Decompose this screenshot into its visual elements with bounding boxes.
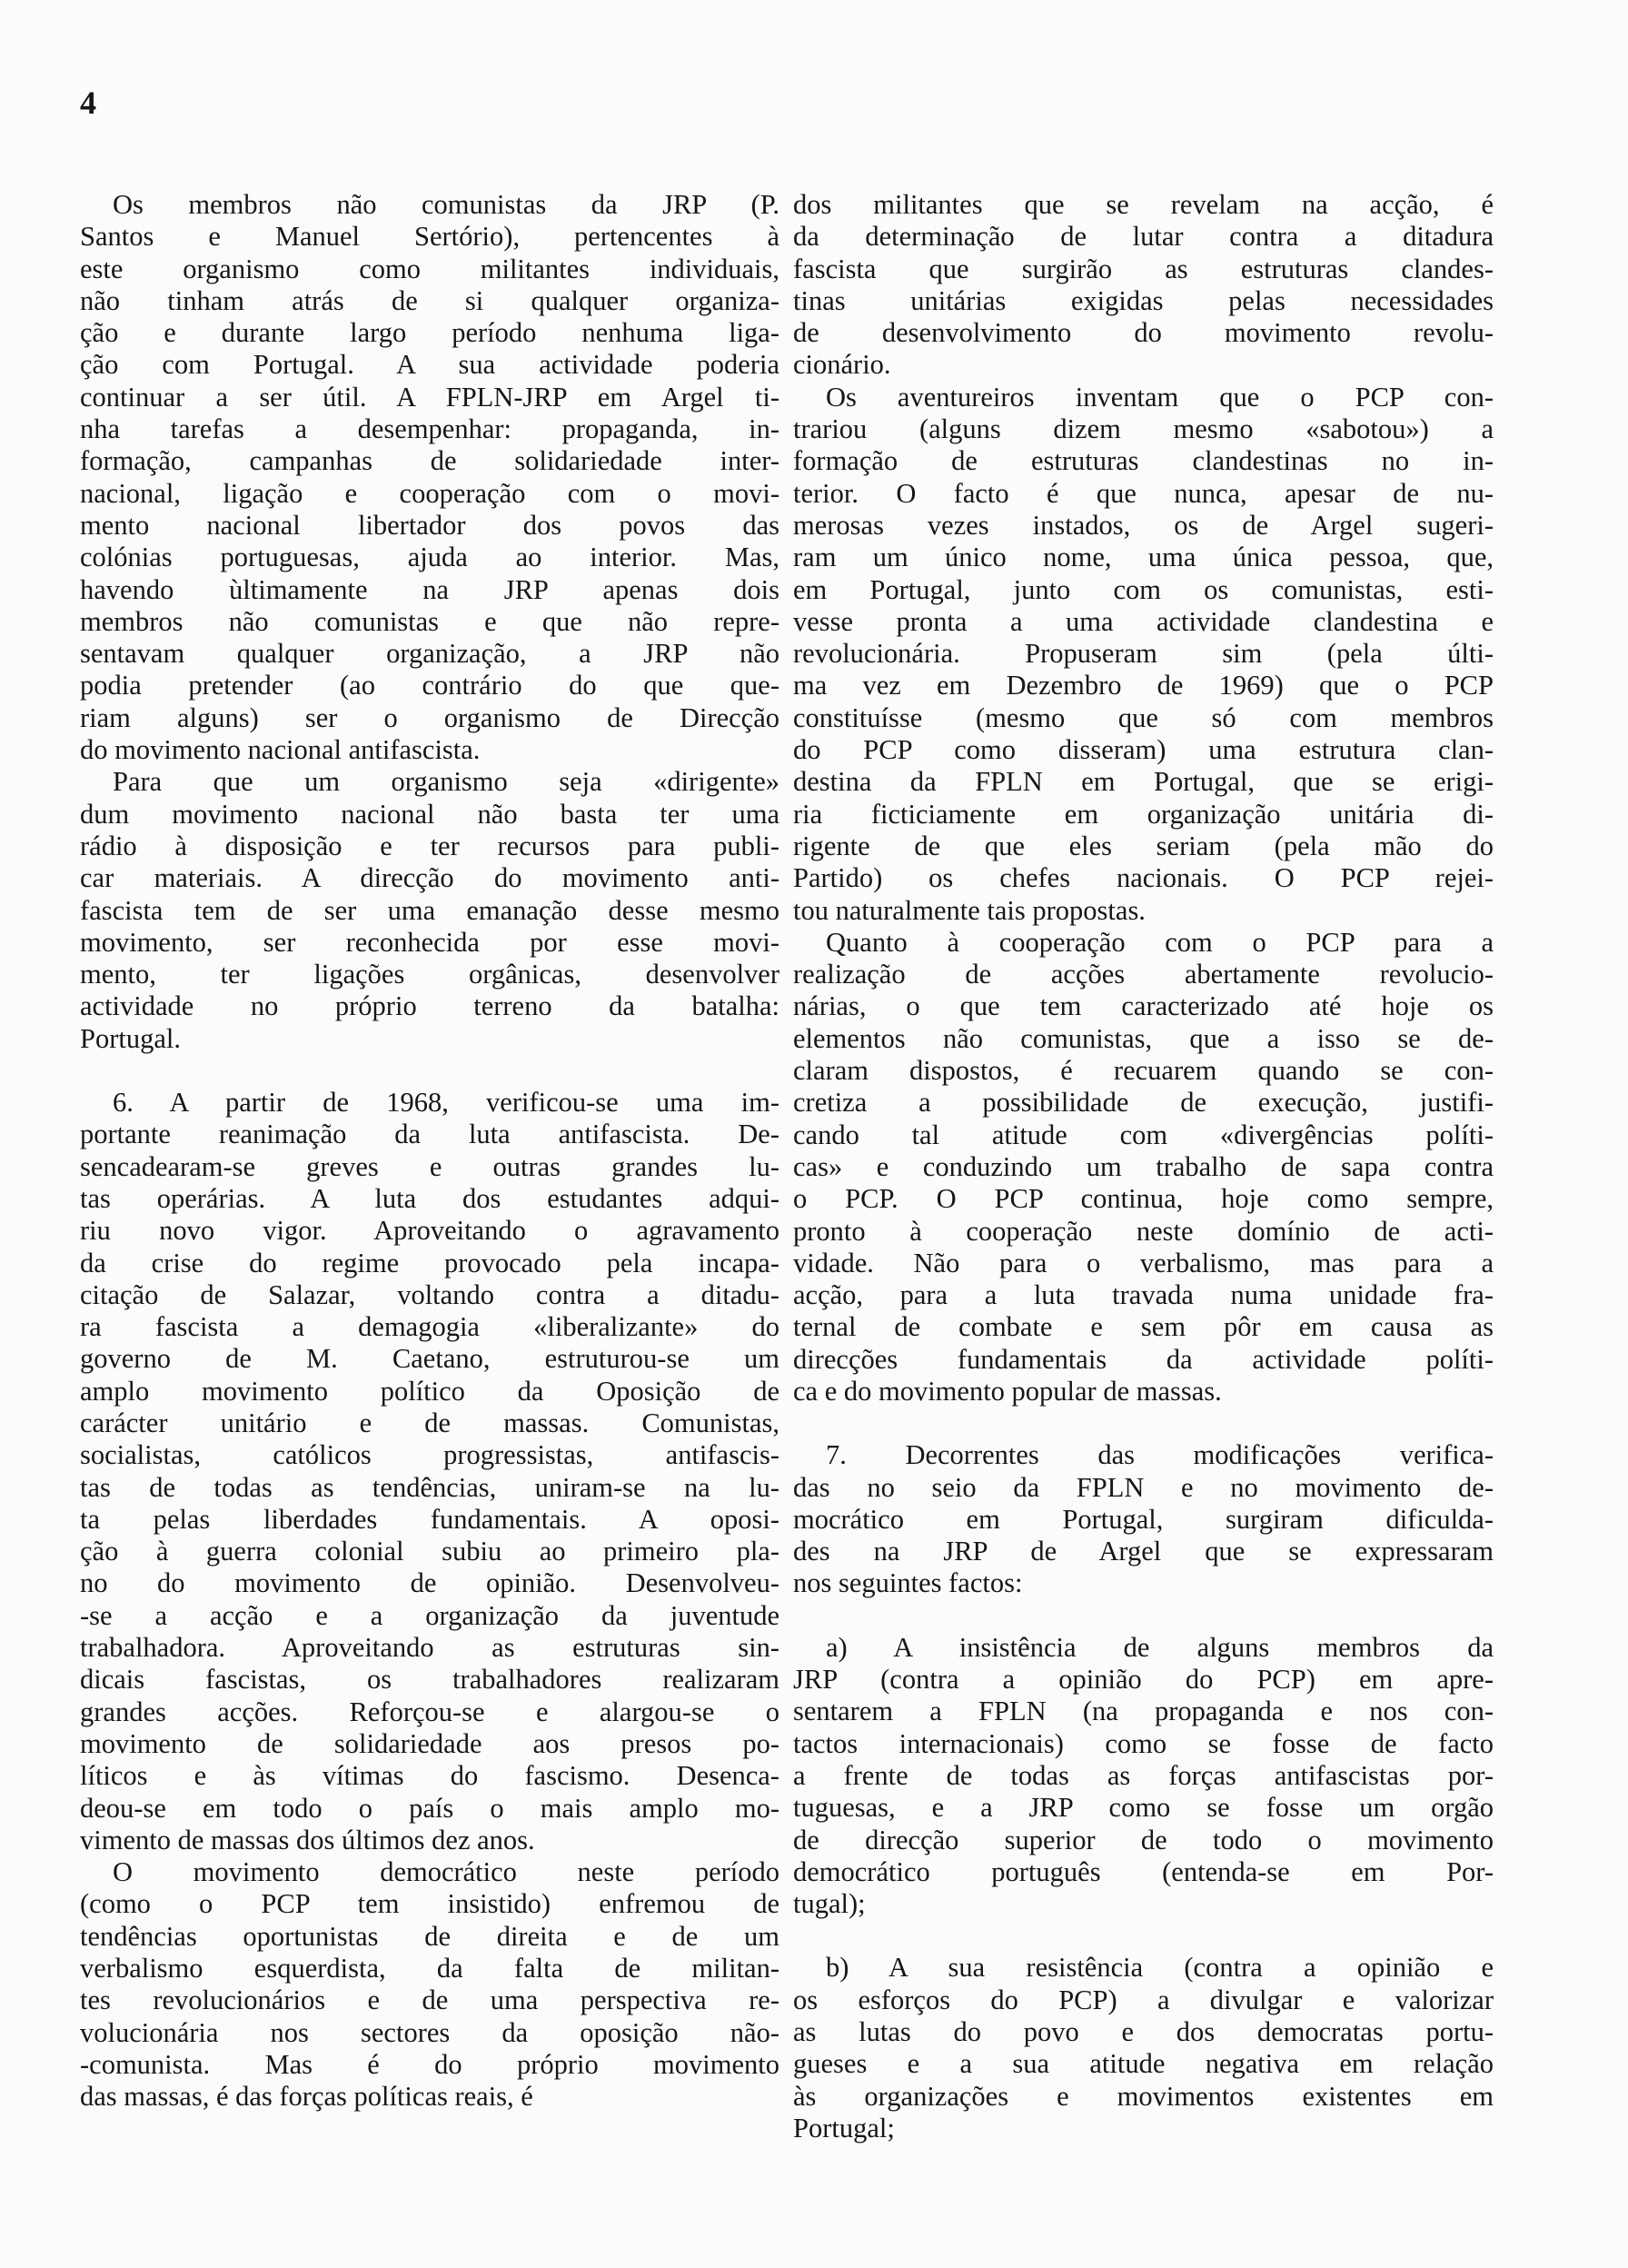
text-line: membros não comunistas e que não repre- xyxy=(80,605,779,637)
text-line: pronto à cooperação neste domínio de acti- xyxy=(793,1215,1494,1247)
text-line: movimento, ser reconhecida por esse movi- xyxy=(80,926,779,958)
text-line: citação de Salazar, voltando contra a ditadu- xyxy=(80,1278,779,1310)
text-line: de direcção superior de todo o movimento xyxy=(793,1824,1494,1855)
text-line: os esforços do PCP) a divulgar e valorizar xyxy=(793,1984,1494,2015)
text-line: claram dispostos, é recuarem quando se con- xyxy=(793,1055,1494,1087)
text-line: líticos e às vítimas do fascismo. Desenca- xyxy=(80,1760,779,1792)
text-line: trabalhadora. Aproveitando as estruturas sin- xyxy=(80,1632,779,1664)
text-line: gueses e a sua atitude negativa em relação xyxy=(793,2048,1494,2080)
page-number: 4 xyxy=(80,85,96,121)
paragraph xyxy=(80,189,779,766)
text-line: da crise do regime provocado pela incapa- xyxy=(80,1247,779,1278)
text-line: constituísse (mesmo que só com membros xyxy=(793,701,1494,733)
text-line: o PCP. O PCP continua, hoje como sempre, xyxy=(793,1183,1494,1215)
text-line: movimento de solidariedade aos presos po- xyxy=(80,1727,779,1759)
text-line: democrático português (entenda-se em Por- xyxy=(793,1855,1494,1887)
text-line: b) A sua resistência (contra a opinião e xyxy=(826,1952,1494,1984)
text-line: do movimento nacional antifascista. xyxy=(80,734,481,766)
text-line: grandes acções. Reforçou-se e alargou-se o xyxy=(80,1696,779,1727)
text-line: do PCP como disseram) uma estrutura clan- xyxy=(793,734,1494,766)
text-line: cas» e conduzindo um trabalho de sapa contra xyxy=(793,1150,1494,1182)
text-line: a frente de todas as forças antifascistas por- xyxy=(793,1759,1494,1791)
text-line: carácter unitário e de massas. Comunistas, xyxy=(80,1407,779,1438)
left-column xyxy=(80,189,779,2114)
text-line: ra fascista a demagogia «liberalizante» do xyxy=(80,1311,779,1343)
text-line: fascista que surgirão as estruturas clandes- xyxy=(793,253,1494,284)
text-line: rádio à disposição e ter recursos para publi- xyxy=(80,830,779,861)
text-line: (como o PCP tem insistido) enfremou de xyxy=(80,1888,779,1920)
text-line: tas de todas as tendências, uniram-se na lu- xyxy=(80,1471,779,1503)
text-line: fascista tem de ser uma emanação desse mesmo xyxy=(80,894,779,926)
text-line: podia pretender (ao contrário do que que- xyxy=(80,670,779,701)
text-line: cando tal atitude com «divergências políti- xyxy=(793,1119,1494,1150)
text-line: revolucionária. Propuseram sim (pela últi- xyxy=(793,638,1494,670)
text-line: sentarem a FPLN (na propaganda e nos con- xyxy=(793,1696,1494,1727)
text-line: ternal de combate e sem pôr em causa as xyxy=(793,1311,1494,1343)
text-line: realização de acções abertamente revolucio- xyxy=(793,959,1494,990)
text-line: Portugal. xyxy=(80,1022,181,1054)
text-line: Quanto à cooperação com o PCP para a xyxy=(826,926,1494,958)
text-line: trariou (alguns dizem mesmo «sabotou») a xyxy=(793,413,1494,445)
text-line: das no seio da FPLN e no movimento de- xyxy=(793,1471,1494,1503)
text-line: Para que um organismo seja «dirigente» xyxy=(113,766,779,798)
text-line: cretiza a possibilidade de execução, justifi- xyxy=(793,1087,1494,1119)
text-line: ria ficticiamente em organização unitária di- xyxy=(793,798,1494,830)
right-column xyxy=(793,189,1494,2144)
text-line: dos militantes que se revelam na acção, é xyxy=(793,189,1494,220)
text-line: socialistas, católicos progressistas, antifascis- xyxy=(80,1439,779,1471)
text-line: terior. O facto é que nunca, apesar de nu- xyxy=(793,477,1494,509)
text-line: actividade no próprio terreno da batalha: xyxy=(80,990,779,1022)
paragraph xyxy=(793,1632,1494,1921)
text-line: acção, para a luta travada numa unidade fra- xyxy=(793,1279,1494,1311)
text-line: nos seguintes factos: xyxy=(793,1567,1023,1599)
text-line: 7. Decorrentes das modificações verifica- xyxy=(826,1439,1494,1471)
text-line: nacional, ligação e cooperação com o movi- xyxy=(80,477,779,509)
text-line: formação de estruturas clandestinas no in- xyxy=(793,445,1494,477)
text-line: volucionária nos sectores da oposição não- xyxy=(80,2016,779,2048)
text-line: continuar a ser útil. A FPLN-JRP em Argel ti- xyxy=(80,381,779,413)
text-line: JRP (contra a opinião do PCP) em apre- xyxy=(793,1664,1494,1696)
text-line: ta pelas liberdades fundamentais. A oposi- xyxy=(80,1503,779,1535)
paragraph xyxy=(793,1952,1494,2144)
text-line: tes revolucionários e de uma perspectiva re- xyxy=(80,1984,779,2016)
text-line: ca e do movimento popular de massas. xyxy=(793,1375,1222,1407)
text-line: vidade. Não para o verbalismo, mas para a xyxy=(793,1247,1494,1278)
text-line: dicais fascistas, os trabalhadores realizaram xyxy=(80,1664,779,1696)
text-line: Os aventureiros inventam que o PCP con- xyxy=(826,381,1494,413)
text-line: -se a acção e a organização da juventude xyxy=(80,1599,779,1631)
text-line: às organizações e movimentos existentes em xyxy=(793,2080,1494,2112)
text-line: havendo ùltimamente na JRP apenas dois xyxy=(80,573,779,605)
text-line: vimento de massas dos últimos dez anos. xyxy=(80,1824,535,1855)
paragraph xyxy=(793,189,1494,382)
text-line: ção à guerra colonial subiu ao primeiro pla- xyxy=(80,1536,779,1567)
text-line: mocrático em Portugal, surgiram dificulda- xyxy=(793,1503,1494,1535)
text-line: riu novo vigor. Aproveitando o agravamento xyxy=(80,1215,779,1247)
paragraph xyxy=(80,766,779,1055)
text-line: O movimento democrático neste período xyxy=(113,1856,779,1888)
text-line: amplo movimento político da Oposição de xyxy=(80,1375,779,1407)
text-line: este organismo como militantes individuais, xyxy=(80,253,779,284)
text-line: nárias, o que tem caracterizado até hoje os xyxy=(793,990,1494,1022)
text-line: não tinham atrás de si qualquer organiza- xyxy=(80,284,779,316)
text-line: em Portugal, junto com os comunistas, esti- xyxy=(793,573,1494,605)
text-line: sentavam qualquer organização, a JRP não xyxy=(80,638,779,670)
text-line: rigente de que eles seriam (pela mão do xyxy=(793,830,1494,861)
paragraph xyxy=(80,1856,779,2113)
paragraph xyxy=(793,382,1494,927)
text-line: direcções fundamentais da actividade políti- xyxy=(793,1343,1494,1375)
text-line: car materiais. A direcção do movimento anti- xyxy=(80,862,779,894)
text-line: destina da FPLN em Portugal, que se erigi- xyxy=(793,766,1494,798)
text-line: de desenvolvimento do movimento revolu- xyxy=(793,317,1494,349)
text-line: tactos internacionais) como se fosse de facto xyxy=(793,1727,1494,1759)
text-line: ção e durante largo período nenhuma liga- xyxy=(80,317,779,349)
text-line: Portugal; xyxy=(793,2112,895,2144)
text-line: as lutas do povo e dos democratas portu- xyxy=(793,2016,1494,2048)
text-line: tugal); xyxy=(793,1888,866,1920)
text-line: 6. A partir de 1968, verificou-se uma im- xyxy=(113,1087,779,1119)
text-line: cionário. xyxy=(793,349,891,381)
text-line: ram um único nome, uma única pessoa, que, xyxy=(793,542,1494,573)
text-line: sencadearam-se greves e outras grandes lu- xyxy=(80,1150,779,1182)
text-line: -comunista. Mas é do próprio movimento xyxy=(80,2048,779,2080)
text-line: mento, ter ligações orgânicas, desenvolver xyxy=(80,959,779,990)
text-line: tas operárias. A luta dos estudantes adqui- xyxy=(80,1182,779,1214)
text-line: Os membros não comunistas da JRP (P. xyxy=(113,189,779,220)
text-line: tou naturalmente tais propostas. xyxy=(793,894,1146,926)
text-line: a) A insistência de alguns membros da xyxy=(826,1631,1494,1663)
text-line: tuguesas, e a JRP como se fosse um orgão xyxy=(793,1792,1494,1824)
text-line: merosas vezes instados, os de Argel sugeri- xyxy=(793,509,1494,541)
text-line: formação, campanhas de solidariedade inter- xyxy=(80,445,779,477)
text-line: ma vez em Dezembro de 1969) que o PCP xyxy=(793,670,1494,701)
text-line: ção com Portugal. A sua actividade poderia xyxy=(80,349,779,381)
text-line: riam alguns) ser o organismo de Direcção xyxy=(80,701,779,733)
text-line: dum movimento nacional não basta ter uma xyxy=(80,798,779,830)
text-line: tinas unitárias exigidas pelas necessidades xyxy=(793,284,1494,316)
text-line: portante reanimação da luta antifascista. De- xyxy=(80,1119,779,1150)
paragraph xyxy=(80,1087,779,1856)
text-line: colónias portuguesas, ajuda ao interior. Mas, xyxy=(80,542,779,573)
text-line: nha tarefas a desempenhar: propaganda, in- xyxy=(80,413,779,445)
text-line: governo de M. Caetano, estruturou-se um xyxy=(80,1343,779,1375)
text-line: mento nacional libertador dos povos das xyxy=(80,509,779,541)
text-line: vesse pronta a uma actividade clandestina e xyxy=(793,605,1494,637)
text-line: Santos e Manuel Sertório), pertencentes à xyxy=(80,221,779,253)
text-line: des na JRP de Argel que se expressaram xyxy=(793,1536,1494,1567)
text-line: Partido) os chefes nacionais. O PCP rejei- xyxy=(793,862,1494,894)
paragraph xyxy=(793,927,1494,1408)
text-line: das massas, é das forças políticas reais, é xyxy=(80,2081,533,2113)
text-line: elementos não comunistas, que a isso se de- xyxy=(793,1022,1494,1054)
text-line: tendências oportunistas de direita e de um xyxy=(80,1920,779,1952)
paragraph xyxy=(793,1439,1494,1599)
text-line: no do movimento de opinião. Desenvolveu- xyxy=(80,1567,779,1599)
text-line: da determinação de lutar contra a ditadura xyxy=(793,221,1494,253)
text-line: verbalismo esquerdista, da falta de militan- xyxy=(80,1953,779,1984)
text-line: deou-se em todo o país o mais amplo mo- xyxy=(80,1792,779,1824)
